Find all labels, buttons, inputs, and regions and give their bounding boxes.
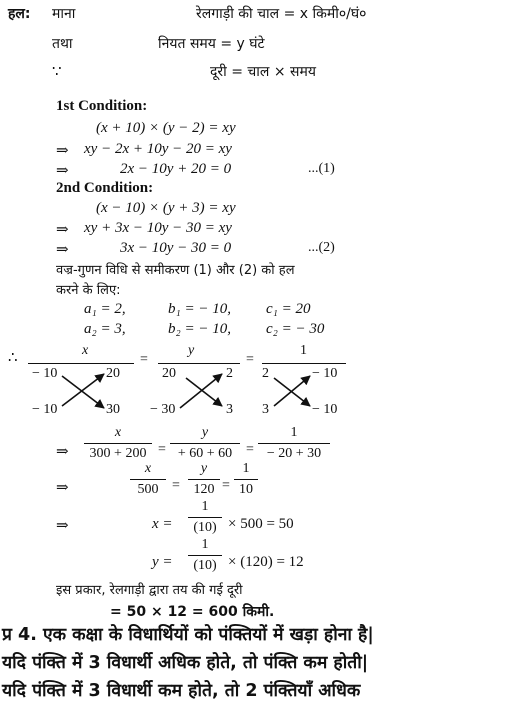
coef-b1: b₁ = − 10, [168,301,231,317]
implies-symbol: ⇒ [56,444,69,460]
assume-label: माना [52,6,76,22]
equals-sign: = [140,352,148,367]
step3-frac [188,498,222,537]
cross-arrow-1a [62,374,104,406]
step2-frac-1 [234,460,258,499]
method-text-line2: करने के लिए: [56,283,121,298]
cross-d2-top-right: 2 [226,366,233,381]
step4-frac [188,536,222,575]
conclusion-line2: = 50 × 12 = 600 किमी. [110,604,275,620]
condition2-eq3: 3x − 10y − 30 = 0 [120,240,232,256]
equation-tag-2: ...(2) [308,240,335,255]
implies-symbol: ⇒ [56,480,69,496]
cross-d1-bottom-right: 30 [106,402,120,417]
step1-num-1: 1 [290,425,298,440]
and-label: तथा [52,36,73,52]
coef-c2: c₂ = − 30 [266,321,325,337]
cross-d3-bottom-right: − 10 [312,402,338,417]
equals-sign: = [246,352,254,367]
cross-d2-top-left: 20 [162,366,176,381]
step3-result: × 500 = 50 [228,516,294,532]
step2-num-x: x [144,461,152,476]
condition1-heading: 1st Condition: [56,98,148,114]
cross-arrow-1b [62,376,104,408]
step1-num-y: y [201,425,209,440]
implies-symbol: ⇒ [56,222,69,238]
coef-b2: b₂ = − 10, [168,321,231,337]
step2-den-x: 500 [137,482,159,497]
step4-num: 1 [201,537,209,552]
step2-den-y: 120 [193,482,215,497]
cross-d3-top-left: 2 [262,366,269,381]
cross-frac1-numerator: x [82,343,89,358]
step4-result: × (120) = 12 [228,554,304,570]
condition2-eq2: xy + 3x − 10y − 30 = xy [84,220,232,236]
step2-frac-y [188,460,220,499]
implies-symbol: ⇒ [56,518,69,534]
cross-d1-top-right: 20 [106,366,120,381]
solution-label: हल: [8,6,31,22]
implies-symbol: ⇒ [56,143,69,159]
question-line3: यदि पंक्ति में 3 विधार्थी कम होते, तो 2 पंक्तियाँ अधिक [2,681,361,701]
implies-symbol: ⇒ [56,242,69,258]
step1-den-x: 300 + 200 [89,446,147,461]
distance-definition: दूरी = चाल × समय [210,64,317,80]
step3-den: (10) [193,520,217,535]
step2-frac-x [130,460,166,499]
cross-d2-bottom-left: − 30 [150,402,176,417]
cross-arrow-2a [186,378,222,406]
equation-tag-1: ...(1) [308,161,335,176]
question-line2: यदि पंक्ति में 3 विधार्थी अधिक होते, तो पंक्ति कम होती| [2,653,369,673]
condition2-heading: 2nd Condition: [56,180,154,196]
speed-definition: रेलगाड़ी की चाल = x किमी०/घं० [196,6,367,22]
step3-num: 1 [201,499,209,514]
therefore-symbol: ∴ [8,350,18,366]
step1-frac-x [84,424,152,463]
condition1-eq1: (x + 10) × (y − 2) = xy [96,120,236,136]
cross-d2-bottom-right: 3 [226,402,233,417]
condition1-eq2: xy − 2x + 10y − 20 = xy [84,141,232,157]
cross-d3-bottom-left: 3 [262,402,269,417]
coef-a2: a₂ = 3, [84,321,126,337]
method-text-line1: वज्र-गुणन विधि से समीकरण (1) और (2) को हल [56,263,295,278]
cross-frac2-numerator: y [188,343,195,358]
since-symbol: ∵ [52,64,62,80]
step1-den-1: − 20 + 30 [266,446,322,461]
condition2-eq1: (x − 10) × (y + 3) = xy [96,200,236,216]
step2-num-1: 1 [242,461,250,476]
cross-d3-top-right: − 10 [312,366,338,381]
cross-d1-bottom-left: − 10 [32,402,58,417]
step1-frac-y [170,424,240,463]
equals-sign: = [246,442,254,457]
step4-lhs: y = [152,554,173,570]
conclusion-line1: इस प्रकार, रेलगाड़ी द्वारा तय की गई दूरी [56,583,243,598]
implies-symbol: ⇒ [56,163,69,179]
cross-d1-top-left: − 10 [32,366,58,381]
step1-den-y: + 60 + 60 [177,446,233,461]
step3-lhs: x = [152,516,173,532]
time-definition: नियत समय = y घंटे [158,36,265,52]
equals-sign: = [172,478,180,493]
equals-sign: = [222,478,230,493]
cross-frac3-numerator: 1 [300,343,307,358]
coef-a1: a₁ = 2, [84,301,126,317]
question-line1: प्र 4. एक कक्षा के विधार्थियों को पंक्तियों में खड़ा होना है| [2,625,374,645]
step2-den-1: 10 [239,482,253,497]
step2-num-y: y [200,461,208,476]
coef-c1: c₁ = 20 [266,301,311,317]
step1-frac-1 [258,424,330,463]
step1-num-x: x [114,425,122,440]
equals-sign: = [158,442,166,457]
step4-den: (10) [193,558,217,573]
condition1-eq3: 2x − 10y + 20 = 0 [120,161,232,177]
